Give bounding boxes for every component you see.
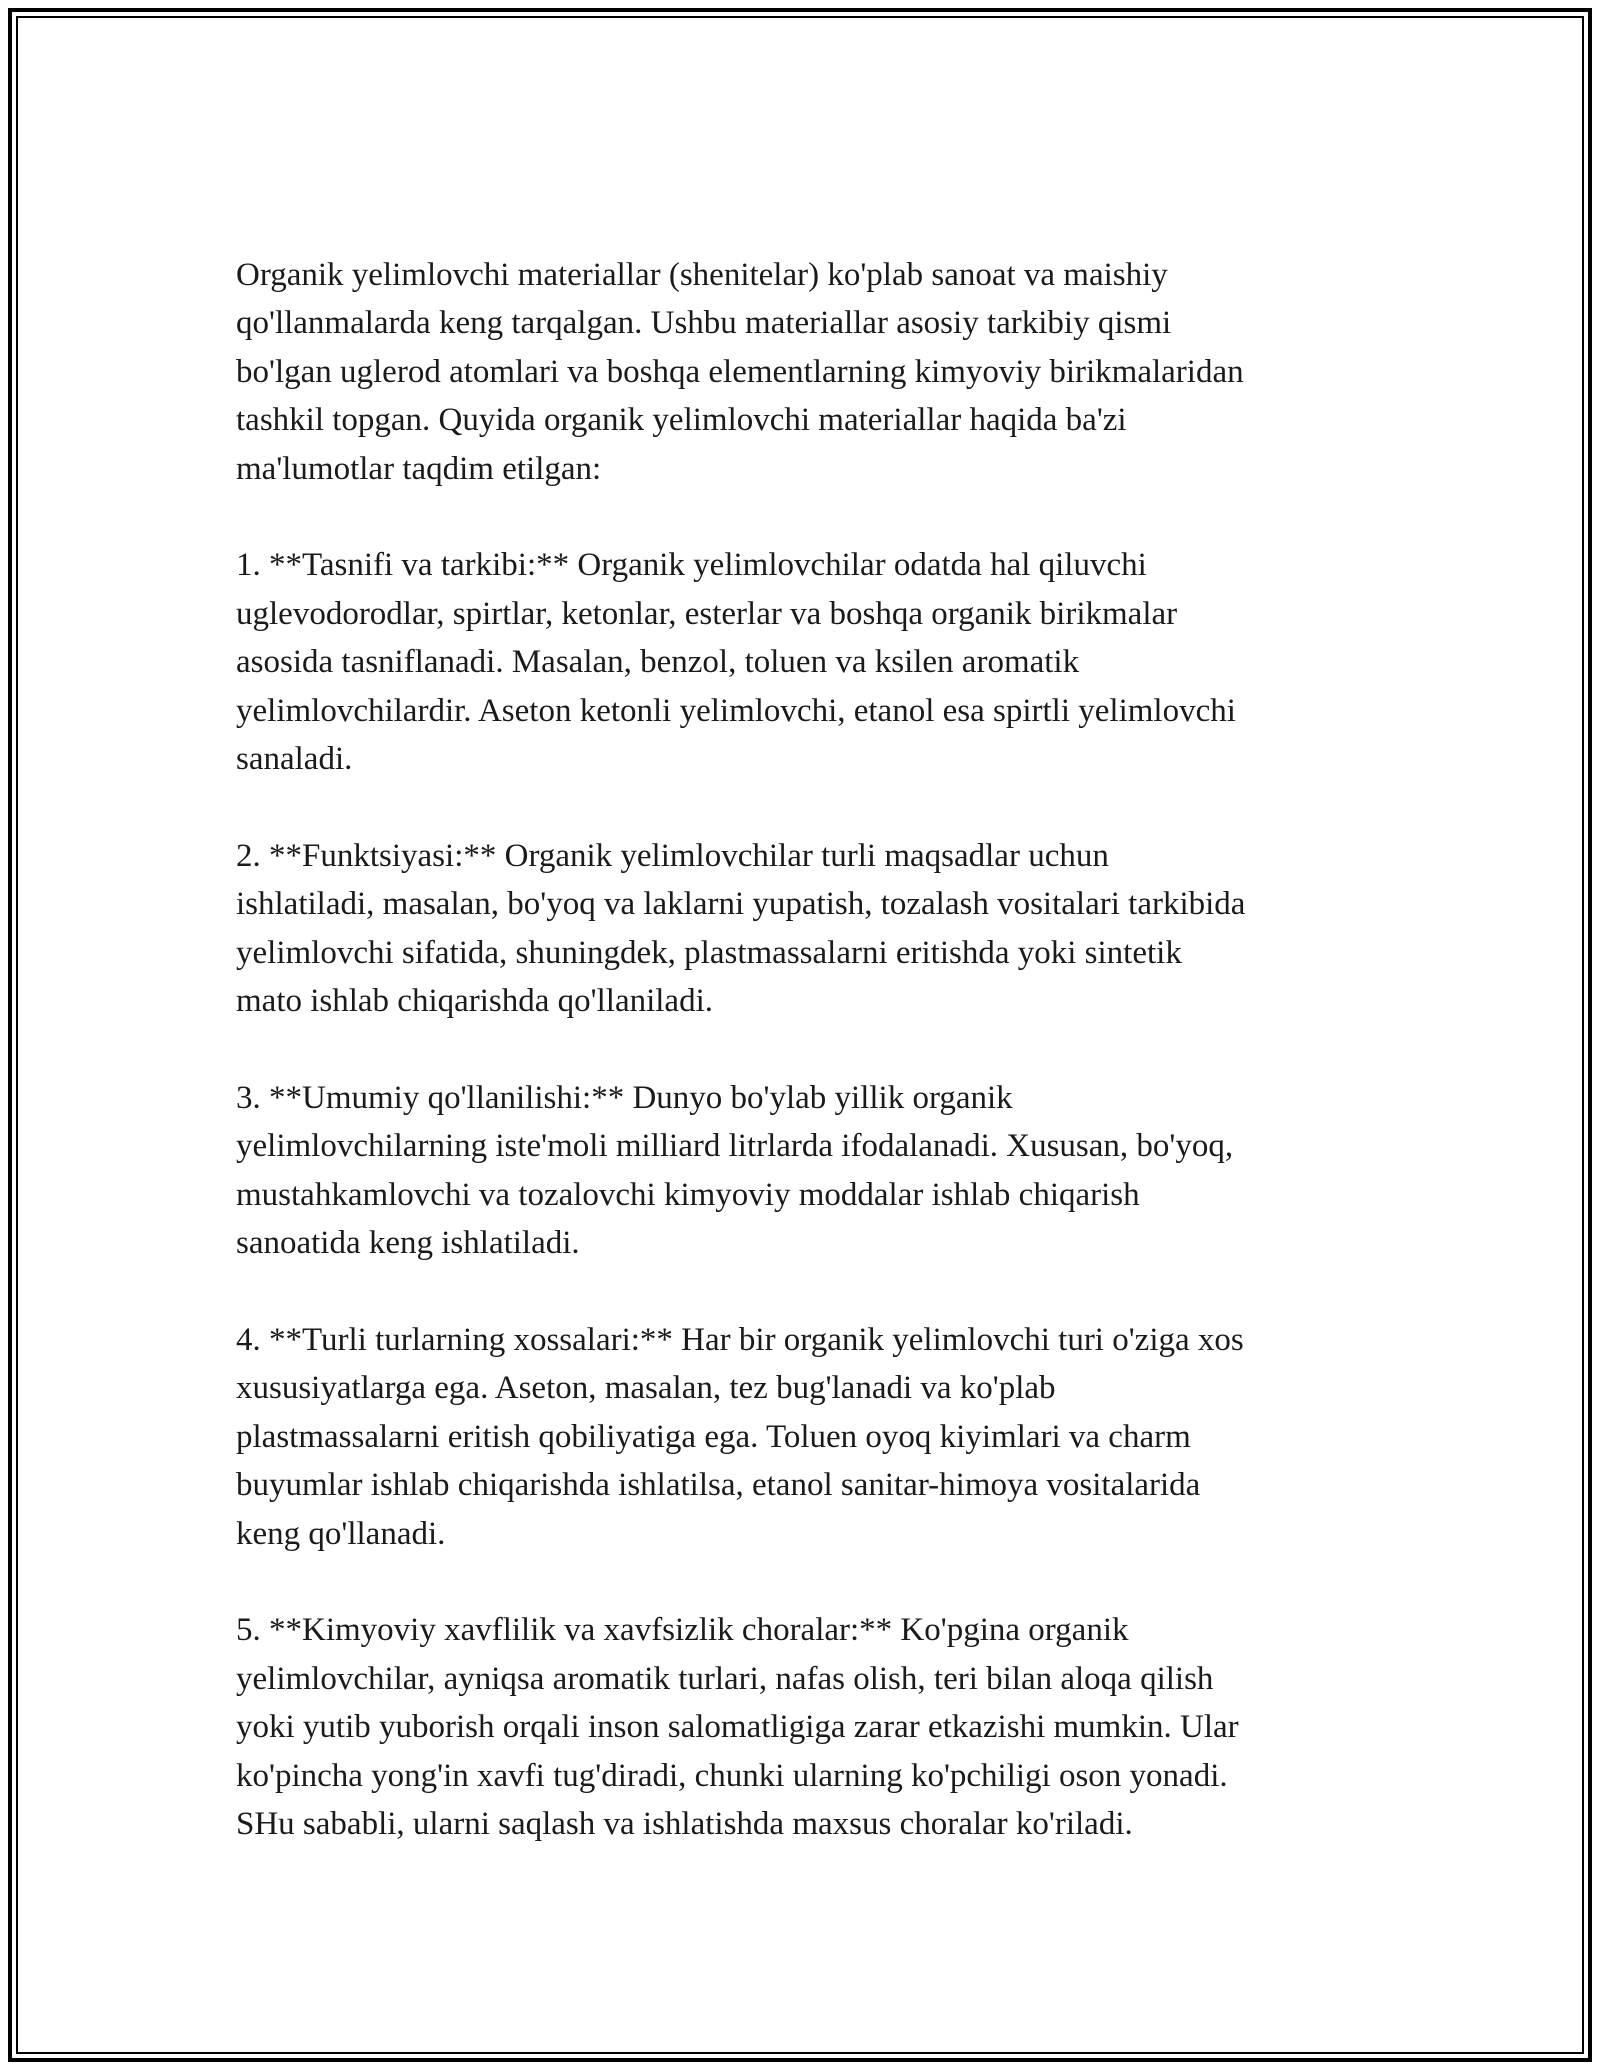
text-line: 5. **Kimyoviy xavflilik va xavfsizlik choralar:** Ko'pgina organik [236,1612,1129,1649]
text-line: buyumlar ishlab chiqarishda ishlatilsa, etanol sanitar-himoya vositalarida [236,1467,1201,1504]
text-line: ma'lumotlar taqdim etilgan: [236,450,602,487]
text-line: SHu sababli, ularni saqlash va ishlatishda maxsus choralar ko'riladi. [236,1805,1133,1842]
text-line: ko'pincha yong'in xavfi tug'diradi, chunki ularning ko'pchiligi oson yonadi. [236,1757,1228,1794]
text-line: 3. **Umumiy qo'llanilishi:** Dunyo bo'ylab yillik organik [236,1079,1013,1116]
text-line: plastmassalarni eritish qobiliyatiga ega. Toluen oyoq kiyimlari va charm [236,1418,1191,1455]
text-line: 4. **Turli turlarning xossalari:** Har bir organik yelimlovchi turi o'ziga xos [236,1321,1244,1358]
intro-paragraph [236,251,1376,493]
list-item-properties [236,1316,1376,1558]
text-line: keng qo'llanadi. [236,1515,446,1552]
text-line: qo'llanmalarda keng tarqalgan. Ushbu materiallar asosiy tarkibiy qismi [236,305,1172,342]
text-line: yelimlovchilar, ayniqsa aromatik turlari, nafas olish, teri bilan aloqa qilish [236,1660,1214,1697]
text-line: tashkil topgan. Quyida organik yelimlovchi materiallar haqida ba'zi [236,402,1127,439]
text-line: 1. **Tasnifi va tarkibi:** Organik yelimlovchilar odatda hal qiluvchi [236,547,1147,584]
text-line: yelimlovchilarning iste'moli milliard litrlarda ifodalanadi. Xususan, bo'yoq, [236,1128,1234,1165]
list-item-function [236,832,1376,1026]
text-line: bo'lgan uglerod atomlari va boshqa elementlarning kimyoviy birikmalaridan [236,353,1244,390]
text-line: yelimlovchi sifatida, shuningdek, plastmassalarni eritishda yoki sintetik [236,934,1182,971]
text-line: Organik yelimlovchi materiallar (shenitelar) ko'plab sanoat va maishiy [236,257,1168,293]
text-line: ishlatiladi, masalan, bo'yoq va laklarni yupatish, tozalash vositalari tarkibida [236,886,1246,923]
text-line: mato ishlab chiqarishda qo'llaniladi. [236,983,714,1020]
text-line: asosida tasniflanadi. Masalan, benzol, toluen va ksilen aromatik [236,644,1080,681]
list-item-classification [236,541,1376,783]
text-line: xususiyatlarga ega. Aseton, masalan, tez bug'lanadi va ko'plab [236,1370,1056,1407]
text-line: sanoatida keng ishlatiladi. [236,1225,580,1262]
text-line: 2. **Funktsiyasi:** Organik yelimlovchilar turli maqsadlar uchun [236,837,1109,874]
document-body [236,251,1376,1848]
text-line: yoki yutib yuborish orqali inson salomatligiga zarar etkazishi mumkin. Ular [236,1709,1239,1746]
list-item-usage [236,1074,1376,1268]
text-line: sanaladi. [236,741,353,778]
text-line: yelimlovchilardir. Aseton ketonli yelimlovchi, etanol esa spirtli yelimlovchi [236,692,1236,729]
text-line: mustahkamlovchi va tozalovchi kimyoviy moddalar ishlab chiqarish [236,1176,1140,1213]
text-line: uglevodorodlar, spirtlar, ketonlar, esterlar va boshqa organik birikmalar [236,595,1178,632]
list-item-safety [236,1606,1376,1848]
